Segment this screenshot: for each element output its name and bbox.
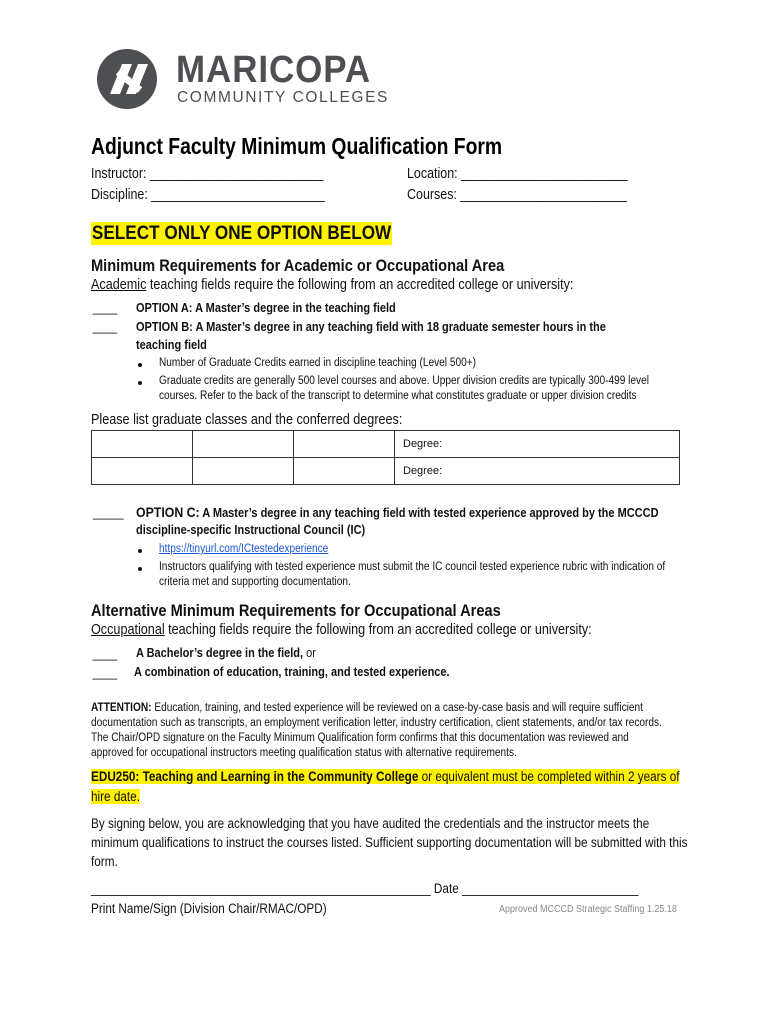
acknowledgement-line3: form. — [91, 854, 118, 869]
bullet-icon — [138, 567, 142, 571]
option-a-blank[interactable]: ____ — [92, 301, 118, 315]
option-c-blank[interactable]: _____ — [93, 506, 124, 520]
table-row — [92, 431, 680, 458]
degree-cell[interactable]: Degree: — [395, 458, 680, 485]
tested-experience-link[interactable]: https://tinyurl.com/ICtestedexperience — [159, 543, 329, 555]
discipline-field[interactable]: Discipline: _________________________ — [91, 187, 325, 203]
option-c-bullet2-line2: criteria met and supporting documentation. — [159, 576, 351, 588]
combination-blank[interactable]: ____ — [92, 666, 118, 680]
option-b-bullet1: Number of Graduate Credits earned in discipline teaching (Level 500+) — [159, 357, 476, 369]
signature-line[interactable] — [91, 879, 638, 898]
bachelor-blank[interactable]: ____ — [92, 647, 118, 661]
edu250-line2 — [91, 787, 140, 807]
option-c-line1-rest: A Master’s degree in any teaching field with tested experience approved by the MCCCD — [199, 506, 659, 520]
bachelor-text — [136, 646, 316, 660]
brand-name: MARICOPA — [176, 49, 372, 91]
class-cell[interactable] — [294, 458, 395, 485]
option-b-line1: OPTION B: A Master’s degree in any teaching field with 18 graduate semester hours in the — [136, 320, 606, 334]
class-cell[interactable] — [294, 431, 395, 458]
attention-line4: approved for occupational instructors meeting qualification status with alternative requirements. — [91, 747, 517, 759]
academic-intro-rest: teaching fields require the following from an accredited college or university: — [146, 277, 574, 293]
class-cell[interactable] — [92, 431, 193, 458]
page-title: Adjunct Faculty Minimum Qualification Form — [91, 133, 503, 159]
option-c-label: OPTION C: — [136, 504, 200, 520]
table-row — [92, 458, 680, 485]
attention-line1-rest: Education, training, and tested experience will be reviewed on a case-by-case basis and will require sufficient — [151, 702, 644, 714]
select-one-option-banner: SELECT ONLY ONE OPTION BELOW — [91, 222, 392, 244]
academic-intro — [91, 277, 573, 293]
bullet-icon — [138, 549, 142, 553]
bullet-icon — [138, 363, 142, 367]
degree-cell[interactable]: Degree: — [395, 431, 680, 458]
occupational-intro-rest: teaching fields require the following from an accredited college or university: — [164, 622, 592, 638]
class-cell[interactable] — [193, 458, 294, 485]
signature-blank[interactable]: ____________________________________________________ — [91, 881, 431, 896]
class-cell[interactable] — [92, 458, 193, 485]
attention-label: ATTENTION: — [91, 702, 152, 714]
academic-heading: Minimum Requirements for Academic or Occupational Area — [91, 256, 505, 275]
instructor-field[interactable]: Instructor: _________________________ — [91, 166, 324, 182]
courses-field[interactable]: Courses: ________________________ — [407, 187, 627, 203]
bachelor-rest: or — [303, 646, 316, 660]
edu250-rest: or equivalent must be completed within 2 years of — [418, 769, 680, 784]
edu250-bold: EDU250: Teaching and Learning in the Community College — [91, 769, 419, 784]
brand-subtitle: COMMUNITY COLLEGES — [177, 89, 389, 106]
academic-intro-underlined: Academic — [91, 277, 147, 293]
occupational-heading: Alternative Minimum Requirements for Occupational Areas — [91, 601, 501, 620]
option-b-line2: teaching field — [136, 338, 207, 352]
option-c-line1 — [136, 504, 659, 520]
location-field[interactable]: Location: ________________________ — [407, 166, 628, 182]
signature-caption: Print Name/Sign (Division Chair/RMAC/OPD) — [91, 901, 327, 916]
option-a-text: OPTION A: A Master’s degree in the teaching field — [136, 301, 396, 315]
occupational-intro-underlined: Occupational — [91, 622, 165, 638]
approved-footer: Approved MCCCD Strategic Staffing 1.25.18 — [499, 904, 677, 915]
option-b-bullet2-line1: Graduate credits are generally 500 level courses and above. Upper division credits are typically 300-499 level — [159, 375, 649, 387]
combination-text: A combination of education, training, and tested experience. — [134, 665, 450, 679]
option-c-bullet2-line1: Instructors qualifying with tested experience must submit the IC council tested experience rubric with indication of — [159, 561, 666, 573]
option-c-line2: discipline-specific Instructional Council (IC) — [136, 523, 366, 537]
acknowledgement-line1: By signing below, you are acknowledging that you have audited the credentials and the instructor meets the — [91, 816, 650, 831]
occupational-intro — [91, 622, 592, 638]
date-field[interactable]: Date ___________________________ — [430, 881, 639, 896]
option-b-blank[interactable]: ____ — [92, 320, 118, 334]
bullet-icon — [138, 381, 142, 385]
edu250-line2-text: hire date. — [91, 789, 140, 804]
class-cell[interactable] — [193, 431, 294, 458]
graduate-classes-prompt: Please list graduate classes and the conferred degrees: — [91, 412, 403, 428]
maricopa-logo-icon — [96, 48, 158, 110]
attention-line3: The Chair/OPD signature on the Faculty Minimum Qualification form confirms that this documentation was reviewed and — [91, 732, 629, 744]
graduate-classes-table — [91, 430, 680, 485]
option-b-bullet2-line2: courses. Refer to the back of the transcript to determine what constitutes graduate or upper division credits — [159, 390, 637, 402]
acknowledgement-line2: minimum qualifications to instruct the courses listed. Sufficient supporting documentation will be submitted with this — [91, 835, 688, 850]
attention-line1 — [91, 701, 643, 716]
bachelor-bold: A Bachelor’s degree in the field, — [136, 646, 304, 660]
edu250-line1 — [91, 767, 680, 787]
attention-line2: documentation such as transcripts, an employment verification letter, industry certification, client statements, and/or tax records. — [91, 717, 662, 729]
